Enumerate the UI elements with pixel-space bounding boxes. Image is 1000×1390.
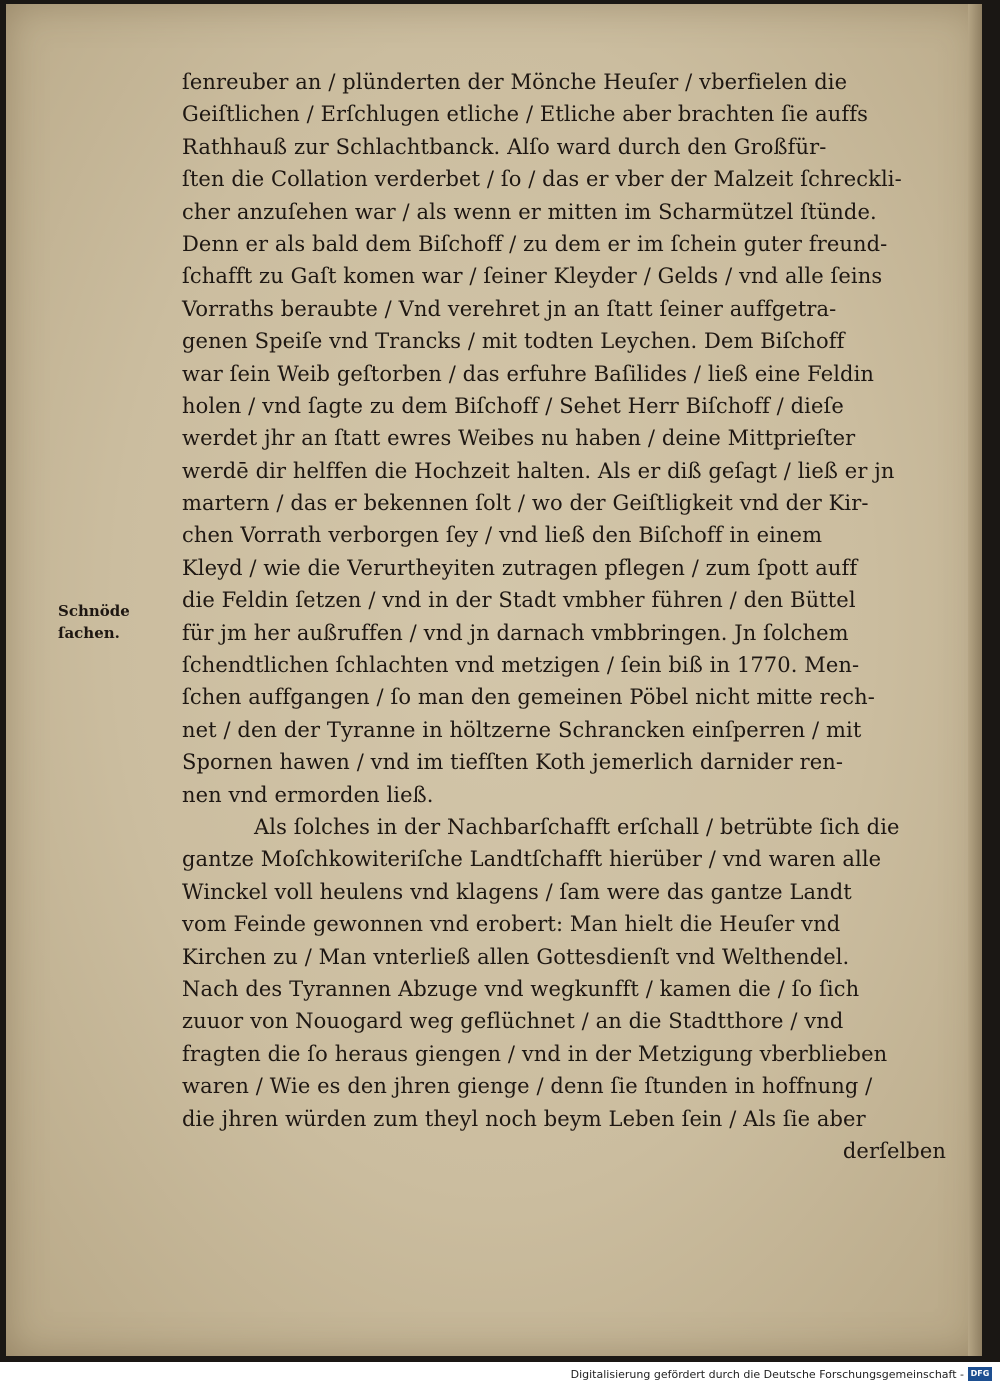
text-line: genen Speiſe vnd Trancks / mit todten Leychen. Dem Biſchoff (182, 329, 845, 354)
text-line: holen / vnd ſagte zu dem Biſchoff / Sehet Herr Biſchoff / dieſe (182, 393, 844, 418)
text-line: Kleyd / wie die Verurtheyiten zutragen pflegen / zum ſpott auff (182, 555, 858, 580)
text-line: fragten die ſo heraus giengen / vnd in der Metzigung vberblieben (182, 1041, 888, 1066)
text-line: Spornen hawen / vnd im tiefſten Koth jemerlich darnider ren- (182, 750, 844, 775)
text-line: die Feldin ſetzen / vnd in der Stadt vmbher führen / den Büttel (182, 588, 856, 613)
margin-note-line-1: Schnöde (58, 602, 130, 620)
text-line: ſchendtlichen ſchlachten vnd metzigen / ſein biß in 1770. Men- (182, 653, 860, 678)
text-line: ſchen auffgangen / ſo man den gemeinen Pöbel nicht mitte rech- (182, 685, 875, 710)
footer-bar (0, 1362, 1000, 1390)
text-line: die jhren würden zum theyl noch beym Leben ſein / Als ſie aber (182, 1106, 866, 1131)
catchword: derſelben (842, 1138, 946, 1163)
text-line: Vorraths beraubte / Vnd verehret jn an ſtatt ſeiner auffgetra- (182, 296, 837, 321)
text-line: chen Vorrath verborgen ſey / vnd ließ den Biſchoff in einem (182, 523, 823, 548)
funding-notice: Digitalisierung gefördert durch die Deutsche Forschungsgemeinschaft - (570, 1368, 964, 1381)
text-line: net / den der Tyranne in höltzerne Schrancken einſperren / mit (182, 717, 862, 742)
text-line: martern / das er bekennen ſolt / wo der Geiſtligkeit vnd der Kir- (182, 491, 869, 516)
text-line: Denn er als bald dem Biſchoff / zu dem er im ſchein guter freund- (182, 231, 888, 256)
paragraph-start-line: Als ſolches in der Nachbarſchafft erſchall / betrübte ſich die (254, 814, 900, 839)
text-line: cher anzuſehen war / als wenn er mitten im Scharmützel ſtünde. (182, 199, 877, 224)
text-line: ſchafft zu Gaſt komen war / ſeiner Kleyder / Gelds / vnd alle ſeins (182, 264, 883, 289)
book-page (6, 4, 982, 1356)
body-text (182, 66, 966, 1167)
text-line: Nach des Tyrannen Abzuge vnd wegkunfft / kamen die / ſo ſich (182, 976, 860, 1001)
text-line: war ſein Weib geſtorben / das erfuhre Baſilides / ließ eine Feldin (182, 361, 875, 386)
margin-note-line-2: ſachen. (58, 624, 120, 642)
text-line: gantze Moſchkowiteriſche Landtſchafft hierüber / vnd waren alle (182, 847, 882, 872)
margin-note (58, 600, 168, 644)
text-line: für jm her außruffen / vnd jn darnach vmbbringen. Jn ſolchem (182, 620, 849, 645)
text-line: nen vnd ermorden ließ. (182, 782, 434, 807)
text-line: Geiſtlichen / Erſchlugen etliche / Etliche aber brachten ſie auffs (182, 102, 869, 127)
text-line: werdē dir helffen die Hochzeit halten. Als er diß geſagt / ließ er jn (182, 458, 895, 483)
text-line: ſten die Collation verderbet / ſo / das er vber der Malzeit ſchreckli- (182, 167, 902, 192)
text-line: werdet jhr an ſtatt ewres Weibes nu haben / deine Mittprieſter (182, 426, 856, 451)
text-line: waren / Wie es den jhren gienge / denn ſie ſtunden in hoffnung / (182, 1074, 873, 1099)
text-line: ſenreuber an / plünderten der Mönche Heuſer / vberfielen die (182, 70, 848, 94)
dfg-logo: DFG (968, 1367, 992, 1381)
text-line: Rathhauß zur Schlachtbanck. Alſo ward durch den Großfür- (182, 134, 827, 159)
text-line: Kirchen zu / Man vnterließ allen Gottesdienſt vnd Welthendel. (182, 944, 850, 969)
text-line: Winckel voll heulens vnd klagens / ſam were das gantze Landt (182, 879, 852, 904)
page-edge (968, 4, 982, 1356)
text-line: zuuor von Nouogard weg geflüchnet / an die Stadtthore / vnd (182, 1009, 844, 1034)
text-line: vom Feinde gewonnen vnd erobert: Man hielt die Heuſer vnd (182, 912, 841, 937)
